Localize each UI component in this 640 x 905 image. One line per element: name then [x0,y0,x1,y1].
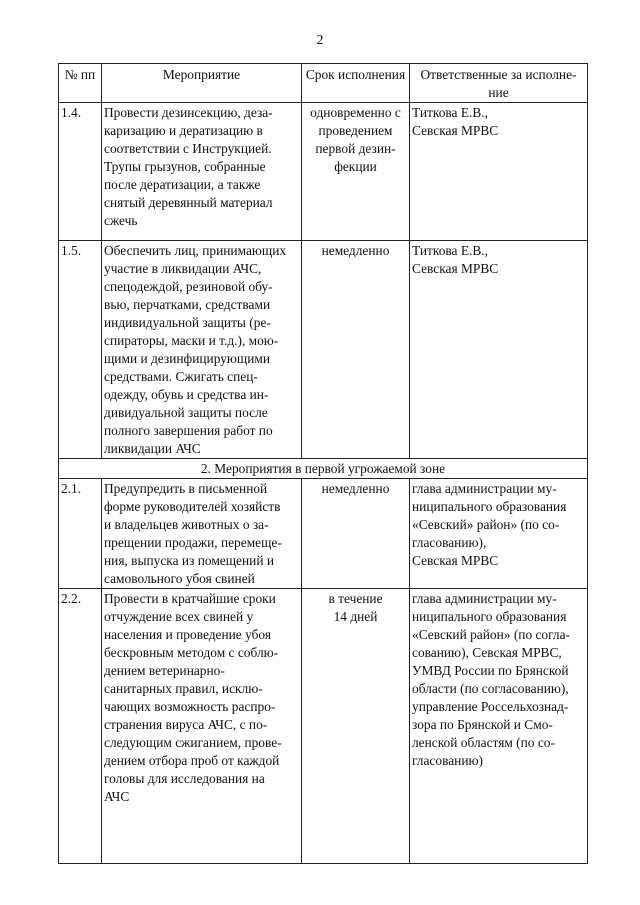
row-term: в течение 14 дней [302,589,410,864]
row-activity: Обеспечить лиц, принимающих участие в ликвидации АЧС, спецодеждой, резиновой обу- вью, перчатками, средствами индивидуальной защиты (ре- спираторы, маски и т.д.), мою- щими и дезинфицирующими средствами. Сжигать спец- одежду, обувь и средства ин- дивидуальной защиты после полного завершения работ по ликвидации АЧС [102,241,302,459]
row-activity: Предупредить в письменной форме руководителей хозяйств и владельцев животных о за- прещении продажи, перемеще- ния, выпуска из помещений и самовольного убоя свиней [102,479,302,589]
table-row [59,241,588,459]
row-num: 2.2. [59,589,102,864]
row-activity: Провести в кратчайшие сроки отчуждение всех свиней у населения и проведение убоя бескровным методом с соблю- дением ветеринарно- санитарных правил, исклю- чающих возможность распро- странения вируса АЧС, с по- следующим сжиганием, прове- дением отбора проб от каждой головы для исследования на АЧС [102,589,302,864]
section-row [59,459,588,479]
row-activity: Провести дезинсекцию, деза- каризацию и дератизацию в соответствии с Инструкцией. Трупы грызунов, собранные после дератизации, а также снятый деревянный материал сжечь [102,103,302,241]
header-term: Срок исполнения [302,64,410,103]
table-row [59,103,588,241]
header-responsible: Ответственные за исполне- ние [410,64,588,103]
table-header [59,64,588,103]
row-num: 2.1. [59,479,102,589]
row-responsible: Титкова Е.В., Севская МРВС [410,103,588,241]
row-responsible: глава администрации му- ниципального образования «Севский» район» (по со- гласованию), Севская МРВС [410,479,588,589]
header-activity: Мероприятие [102,64,302,103]
page-number: 2 [316,33,324,48]
row-responsible: глава администрации му- ниципального образования «Севский район» (по согла- сованию), Севская МРВС, УМВД России по Брянской области (по согласованию), управление Россельхознад- зора по Брянской и Смо- ленской областям (по со- гласованию) [410,589,588,864]
measures-table [58,63,588,864]
row-term: немедленно [302,479,410,589]
row-num: 1.4. [59,103,102,241]
row-term: немедленно [302,241,410,459]
section-title: 2. Мероприятия в первой угрожаемой зоне [59,459,588,479]
row-num: 1.5. [59,241,102,459]
table-row [59,589,588,864]
header-num: № пп [59,64,102,103]
row-term: одновременно с проведением первой дезин- фекции [302,103,410,241]
row-responsible: Титкова Е.В., Севская МРВС [410,241,588,459]
table-row [59,479,588,589]
